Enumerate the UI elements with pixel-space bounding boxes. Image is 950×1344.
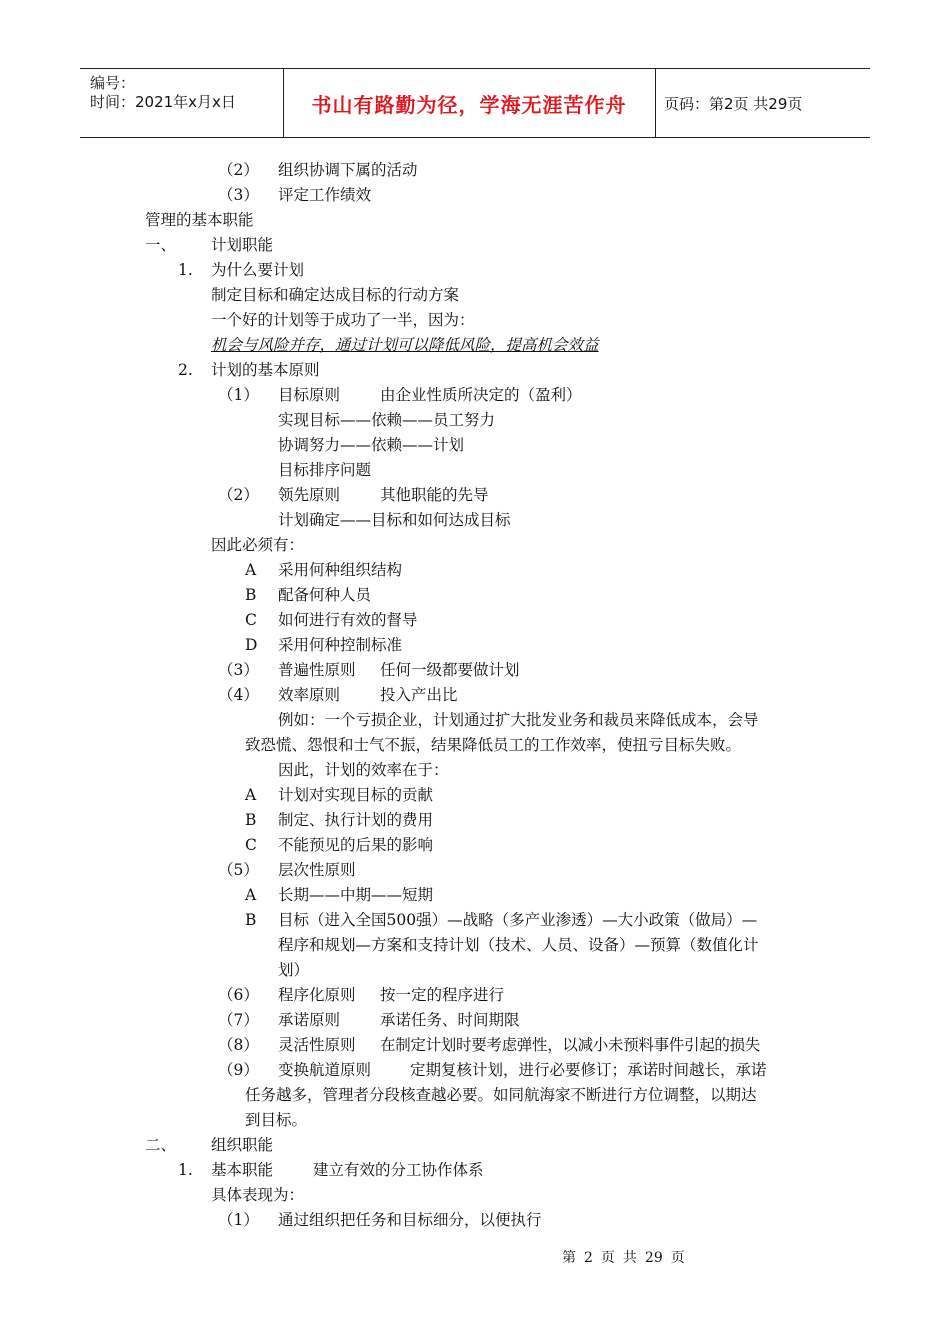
footer-text: 页 <box>670 1250 685 1266</box>
emphasized-line: 机会与风险并存，通过计划可以降低风险，提高机会效益 <box>211 336 599 354</box>
list-marker: A <box>245 886 257 904</box>
list-marker: A <box>245 786 257 804</box>
list-text: 采用何种组织结构 <box>278 561 403 579</box>
list-marker: D <box>245 636 258 654</box>
list-text: 程序化原则 <box>278 986 356 1004</box>
paragraph-line: 程序和规划—方案和支持计划（技术、人员、设备）—预算（数值化计 <box>278 936 759 954</box>
list-marker: （2） <box>218 161 259 179</box>
page-label: 页码：第2页 共29页 <box>664 95 803 113</box>
list-marker: （1） <box>218 1211 259 1229</box>
list-text: 采用何种控制标准 <box>278 636 403 654</box>
paragraph-line: 一个好的计划等于成功了一半，因为： <box>211 311 475 329</box>
list-marker: C <box>245 611 257 629</box>
header-divider <box>655 69 656 137</box>
list-desc: 任何一级都要做计划 <box>380 661 520 679</box>
list-desc: 其他职能的先导 <box>380 486 489 504</box>
list-text: 基本职能 <box>211 1161 274 1179</box>
list-text: 通过组织把任务和目标细分，以便执行 <box>278 1211 542 1229</box>
paragraph-line: 目标排序问题 <box>278 461 372 479</box>
list-text: 计划的基本原则 <box>211 361 320 379</box>
list-marker: A <box>245 561 257 579</box>
paragraph-line: 致恐慌、怨恨和士气不振，结果降低员工的工作效率，使扭亏目标失败。 <box>245 736 742 754</box>
footer-page-number: 2 <box>584 1250 593 1266</box>
list-marker: （9） <box>218 1061 259 1079</box>
paragraph-line: 因此，计划的效率在于： <box>278 761 449 779</box>
list-text: 目标原则 <box>278 386 341 404</box>
paragraph-line: 计划确定——目标和如何达成目标 <box>278 511 511 529</box>
list-marker: （7） <box>218 1011 259 1029</box>
list-desc: 建立有效的分工协作体系 <box>313 1161 484 1179</box>
list-text: 不能预见的后果的影响 <box>278 836 434 854</box>
list-desc: 承诺任务、时间期限 <box>380 1011 520 1029</box>
list-text: 目标（进入全国500强）—战略（多产业渗透）—大小政策（做局）— <box>278 911 758 929</box>
list-marker: B <box>245 811 257 829</box>
list-marker: （4） <box>218 686 259 704</box>
list-text: 领先原则 <box>278 486 341 504</box>
list-marker: （8） <box>218 1036 259 1054</box>
list-marker: 1. <box>178 261 193 279</box>
list-text: 配备何种人员 <box>278 586 372 604</box>
list-text: 组织协调下属的活动 <box>278 161 418 179</box>
list-marker: C <box>245 836 257 854</box>
footer-total-pages: 29 <box>644 1250 663 1266</box>
list-text: 灵活性原则 <box>278 1036 356 1054</box>
list-text: 效率原则 <box>278 686 341 704</box>
paragraph-line: 制定目标和确定达成目标的行动方案 <box>211 286 460 304</box>
list-marker: 一、 <box>145 236 177 254</box>
list-text: 组织职能 <box>211 1136 274 1154</box>
list-marker: （6） <box>218 986 259 1004</box>
footer-text: 第 <box>562 1250 576 1266</box>
date-label: 时间：2021年x月x日 <box>90 93 236 111</box>
list-desc: 由企业性质所决定的（盈利） <box>380 386 582 404</box>
paragraph-line: 例如：一个亏损企业，计划通过扩大批发业务和裁员来降低成本，会导 <box>278 711 759 729</box>
list-text: 计划职能 <box>211 236 274 254</box>
list-text: 评定工作绩效 <box>278 186 372 204</box>
page-footer <box>562 1247 693 1267</box>
list-text: 承诺原则 <box>278 1011 341 1029</box>
list-marker: B <box>245 911 257 929</box>
list-text: 制定、执行计划的费用 <box>278 811 434 829</box>
list-marker: （3） <box>218 661 259 679</box>
section-heading: 管理的基本职能 <box>145 211 254 229</box>
list-marker: （3） <box>218 186 259 204</box>
paragraph-line: 划） <box>278 961 310 979</box>
list-desc: 投入产出比 <box>380 686 458 704</box>
footer-text: 页 <box>600 1250 615 1266</box>
list-text: 为什么要计划 <box>211 261 305 279</box>
list-text: 层次性原则 <box>278 861 356 879</box>
list-desc: 在制定计划时要考虑弹性，以减小未预料事件引起的损失 <box>380 1036 761 1054</box>
list-marker: B <box>245 586 257 604</box>
list-text: 普遍性原则 <box>278 661 356 679</box>
number-label: 编号： <box>90 74 136 92</box>
page-header <box>80 68 870 138</box>
footer-text: 共 <box>622 1250 637 1266</box>
paragraph-line: 到目标。 <box>245 1111 308 1129</box>
paragraph-line: 具体表现为： <box>211 1186 305 1204</box>
motto: 书山有路勤为径，学海无涯苦作舟 <box>311 92 627 117</box>
list-marker: （2） <box>218 486 259 504</box>
list-text: 计划对实现目标的贡献 <box>278 786 434 804</box>
list-marker: （5） <box>218 861 259 879</box>
paragraph-line: 实现目标——依赖——员工努力 <box>278 411 496 429</box>
paragraph-line: 任务越多，管理者分段核查越必要。如同航海家不断进行方位调整，以期达 <box>245 1086 757 1104</box>
list-text: 长期——中期——短期 <box>278 886 434 904</box>
list-marker: 1. <box>178 1161 193 1179</box>
paragraph-line: 因此必须有： <box>211 536 305 554</box>
list-marker: 二、 <box>145 1136 177 1154</box>
list-marker: 2. <box>178 361 193 379</box>
list-desc: 定期复核计划，进行必要修订；承诺时间越长，承诺 <box>410 1061 767 1079</box>
list-text: 变换航道原则 <box>278 1061 372 1079</box>
list-desc: 按一定的程序进行 <box>380 986 505 1004</box>
list-text: 如何进行有效的督导 <box>278 611 418 629</box>
paragraph-line: 协调努力——依赖——计划 <box>278 436 465 454</box>
list-marker: （1） <box>218 386 259 404</box>
